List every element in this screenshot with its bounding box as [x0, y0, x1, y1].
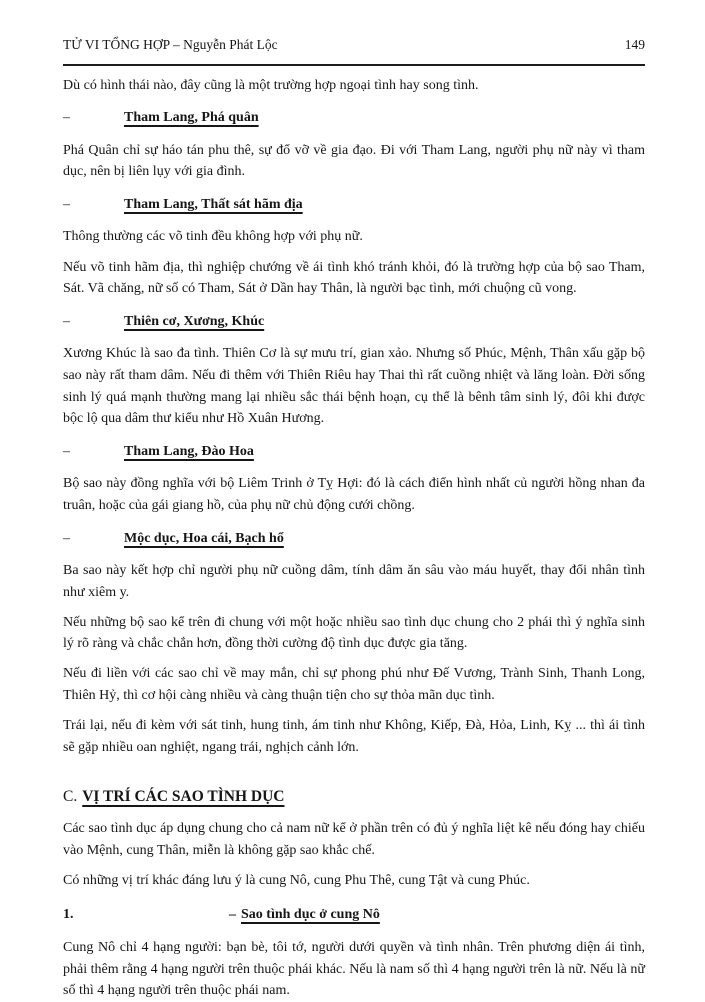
- dash-marker: –: [229, 907, 236, 922]
- dash-marker: –: [63, 107, 124, 129]
- heading-tham-lang-pha-quan: [63, 107, 645, 129]
- paragraph: Trái lại, nếu đi kèm với sát tinh, hung tinh, ám tinh như Không, Kiếp, Đà, Hỏa, Linh, Kỵ ... thì ái tình sẽ gặp nhiều oan nghiệt, ngang trái, nghịch cảnh lớn.: [63, 715, 645, 758]
- heading-label: Sao tình dục ở cung Nô: [241, 907, 380, 922]
- paragraph: Nếu những bộ sao kể trên đi chung với một hoặc nhiều sao tình dục chung cho 2 phái thì ý nghĩa sinh lý rõ ràng và chắc chắn hơn, đồng thời cường độ tình dục được gia tăng.: [63, 612, 645, 655]
- heading-label: Tham Lang, Thất sát hãm địa: [124, 197, 303, 212]
- paragraph-intro: Dù có hình thái nào, đây cũng là một trường hợp ngoại tình hay song tình.: [63, 75, 645, 97]
- paragraph: Các sao tình dục áp dụng chung cho cả nam nữ kể ở phần trên có đủ ý nghĩa liệt kê nếu đóng hay chiếu vào Mệnh, cung Thân, miễn là không gặp sao khắc chế.: [63, 818, 645, 861]
- paragraph: Ba sao này kết hợp chỉ người phụ nữ cuồng dâm, tính dâm ăn sâu vào máu huyết, thay đổi nhân tình như xiêm y.: [63, 560, 645, 603]
- heading-tham-lang-dao-hoa: [63, 441, 645, 463]
- section-letter: C.: [63, 788, 77, 805]
- paragraph: Phá Quân chỉ sự háo tán phu thê, sự đổ vỡ về gia đạo. Đi với Tham Lang, người phụ nữ này vì tham dục, nên bị liên lụy với gia đình.: [63, 140, 645, 183]
- paragraph: Xương Khúc là sao đa tình. Thiên Cơ là sự mưu trí, gian xảo. Nhưng số Phúc, Mệnh, Thân xấu gặp bộ sao này rất tham dâm. Nếu đi thêm với Thiên Riêu hay Thai thì rất cuồng nhiệt và lăng loàn. Đời sống sinh lý quá mạnh thường mang lại nhiều sắc thái bệnh hoạn, cụ thể là bênh tâm sinh lý, đôi khi được bộc lộ qua dâm thư kiểu như Hồ Xuân Hương.: [63, 343, 645, 429]
- dash-marker: –: [63, 194, 124, 216]
- section-heading-vi-tri-cac-sao-tinh-duc: [63, 785, 645, 808]
- page-number: 149: [625, 36, 645, 53]
- page-header: [63, 36, 645, 53]
- paragraph: Nếu đi liền với các sao chỉ về may mắn, chỉ sự phong phú như Đế Vương, Trành Sinh, Thanh Long, Thiên Hỷ, thì cơ hội càng nhiều và càng thuận tiện cho sự thỏa mãn dục tình.: [63, 663, 645, 706]
- heading-label: Mộc dục, Hoa cái, Bạch hổ: [124, 531, 284, 546]
- heading-label: Tham Lang, Đào Hoa: [124, 444, 254, 459]
- paragraph: Thông thường các võ tinh đều không hợp với phụ nữ.: [63, 226, 645, 248]
- paragraph: Có những vị trí khác đáng lưu ý là cung Nô, cung Phu Thê, cung Tật và cung Phúc.: [63, 870, 645, 892]
- paragraph: Nếu võ tinh hãm địa, thì nghiệp chướng về ái tình khó tránh khỏi, đó là trường hợp của bộ sao Tham, Sát. Vã chăng, nữ số có Tham, Sát ở Dần hay Thân, là người bạc tình, mới chuộng cũ vong.: [63, 257, 645, 300]
- heading-tham-lang-that-sat-ham-dia: [63, 194, 645, 216]
- section-title: VỊ TRÍ CÁC SAO TÌNH DỤC: [82, 788, 284, 805]
- dash-marker: –: [63, 311, 124, 333]
- dash-marker: –: [63, 528, 124, 550]
- paragraph: Bộ sao này đồng nghĩa với bộ Liêm Trinh ở Tỵ Hợi: đó là cách điển hình nhất củ người hồng nhan đa truân, hoặc của gái giang hồ, của phụ nữ chủ động cưới chồng.: [63, 473, 645, 516]
- heading-number: 1.: [63, 904, 229, 926]
- heading-label: Thiên cơ, Xương, Khúc: [124, 314, 264, 329]
- heading-label: Tham Lang, Phá quân: [124, 110, 259, 125]
- header-rule: [63, 64, 645, 66]
- paragraph: Cung Nô chỉ 4 hạng người: bạn bè, tôi tớ, người dưới quyền và tình nhân. Trên phương diện ái tình, phải thêm rằng 4 hạng người trên thuộc phái khác. Nếu là nam số thì 4 hạng người trên là nữ. Nếu là nữ số thì 4 hạng người trên thuộc phái nam.: [63, 937, 645, 1002]
- heading-moc-duc-hoa-cai-bach-ho: [63, 528, 645, 550]
- page-body: [63, 75, 645, 1002]
- heading-thien-co-xuong-khuc: [63, 311, 645, 333]
- heading-sao-tinh-duc-o-cung-no: [63, 904, 645, 926]
- running-title: TỬ VI TỔNG HỢP – Nguyễn Phát Lộc: [63, 36, 278, 53]
- dash-marker: –: [63, 441, 124, 463]
